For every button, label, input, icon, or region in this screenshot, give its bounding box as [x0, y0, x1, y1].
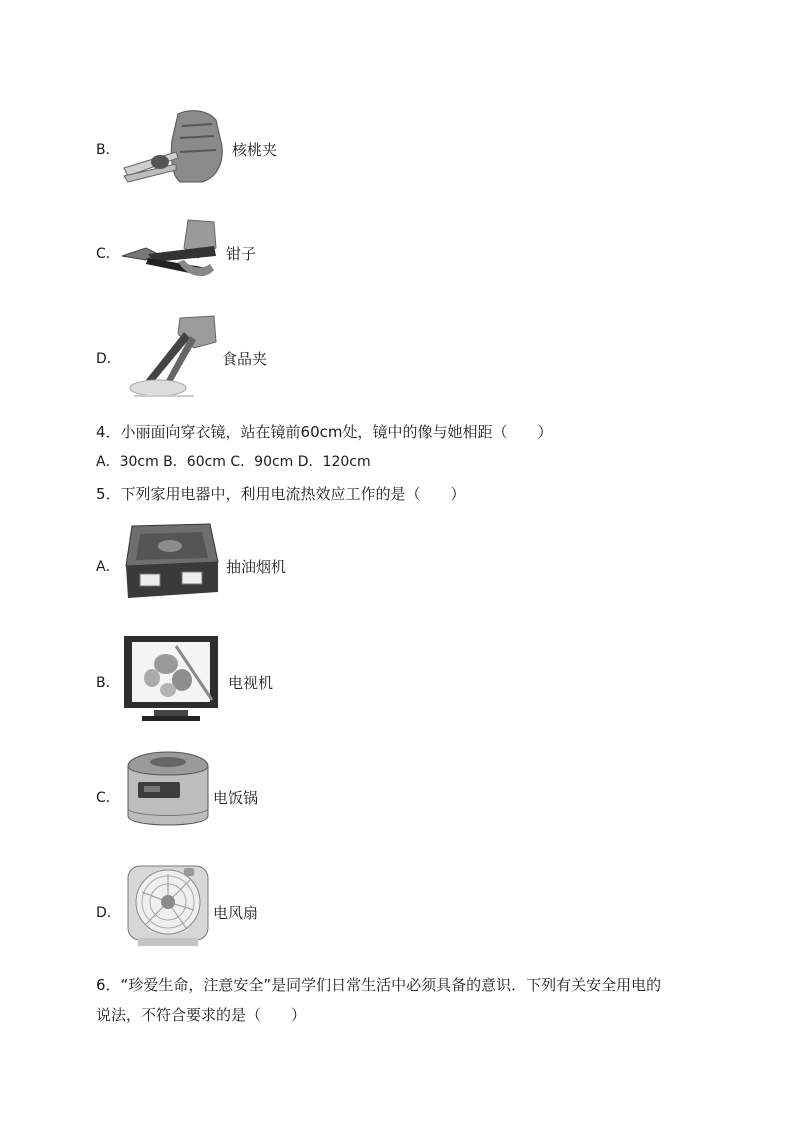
option-label: 电视机	[228, 674, 274, 692]
rice-cooker-icon	[122, 748, 216, 836]
option-letter: C．	[96, 246, 120, 262]
option-letter: D．	[96, 351, 121, 367]
option-letter: C．	[96, 790, 120, 806]
television-icon	[120, 634, 224, 724]
question-4-text: 4．小丽面向穿衣镜，站在镜前60cm处，镜中的像与她相距（ ）	[96, 423, 553, 441]
range-hood-icon	[118, 522, 224, 606]
option-letter: B．	[96, 675, 120, 691]
question-4-choices: A．30cm B．60cm C．90cm D．120cm	[96, 454, 371, 470]
option-label: 电饭锅	[213, 789, 259, 807]
nutcracker-icon	[120, 106, 228, 188]
option-label: 钳子	[226, 245, 257, 263]
option-letter: B．	[96, 142, 120, 158]
option-label: 核桃夹	[232, 141, 278, 159]
option-label: 电风扇	[213, 904, 259, 922]
question-6-line-2: 说法，不符合要求的是（ ）	[96, 1006, 307, 1024]
electric-fan-icon	[124, 862, 212, 950]
question-5-text: 5．下列家用电器中，利用电流热效应工作的是（ ）	[96, 485, 466, 503]
option-letter: D．	[96, 905, 121, 921]
option-label: 抽油烟机	[226, 558, 287, 576]
pliers-icon	[118, 218, 222, 286]
food-tongs-icon	[124, 314, 220, 400]
option-label: 食品夹	[222, 350, 268, 368]
question-6-line-1: 6．“珍爱生命，注意安全”是同学们日常生活中必须具备的意识．下列有关安全用电的	[96, 976, 662, 994]
option-letter: A．	[96, 559, 120, 575]
